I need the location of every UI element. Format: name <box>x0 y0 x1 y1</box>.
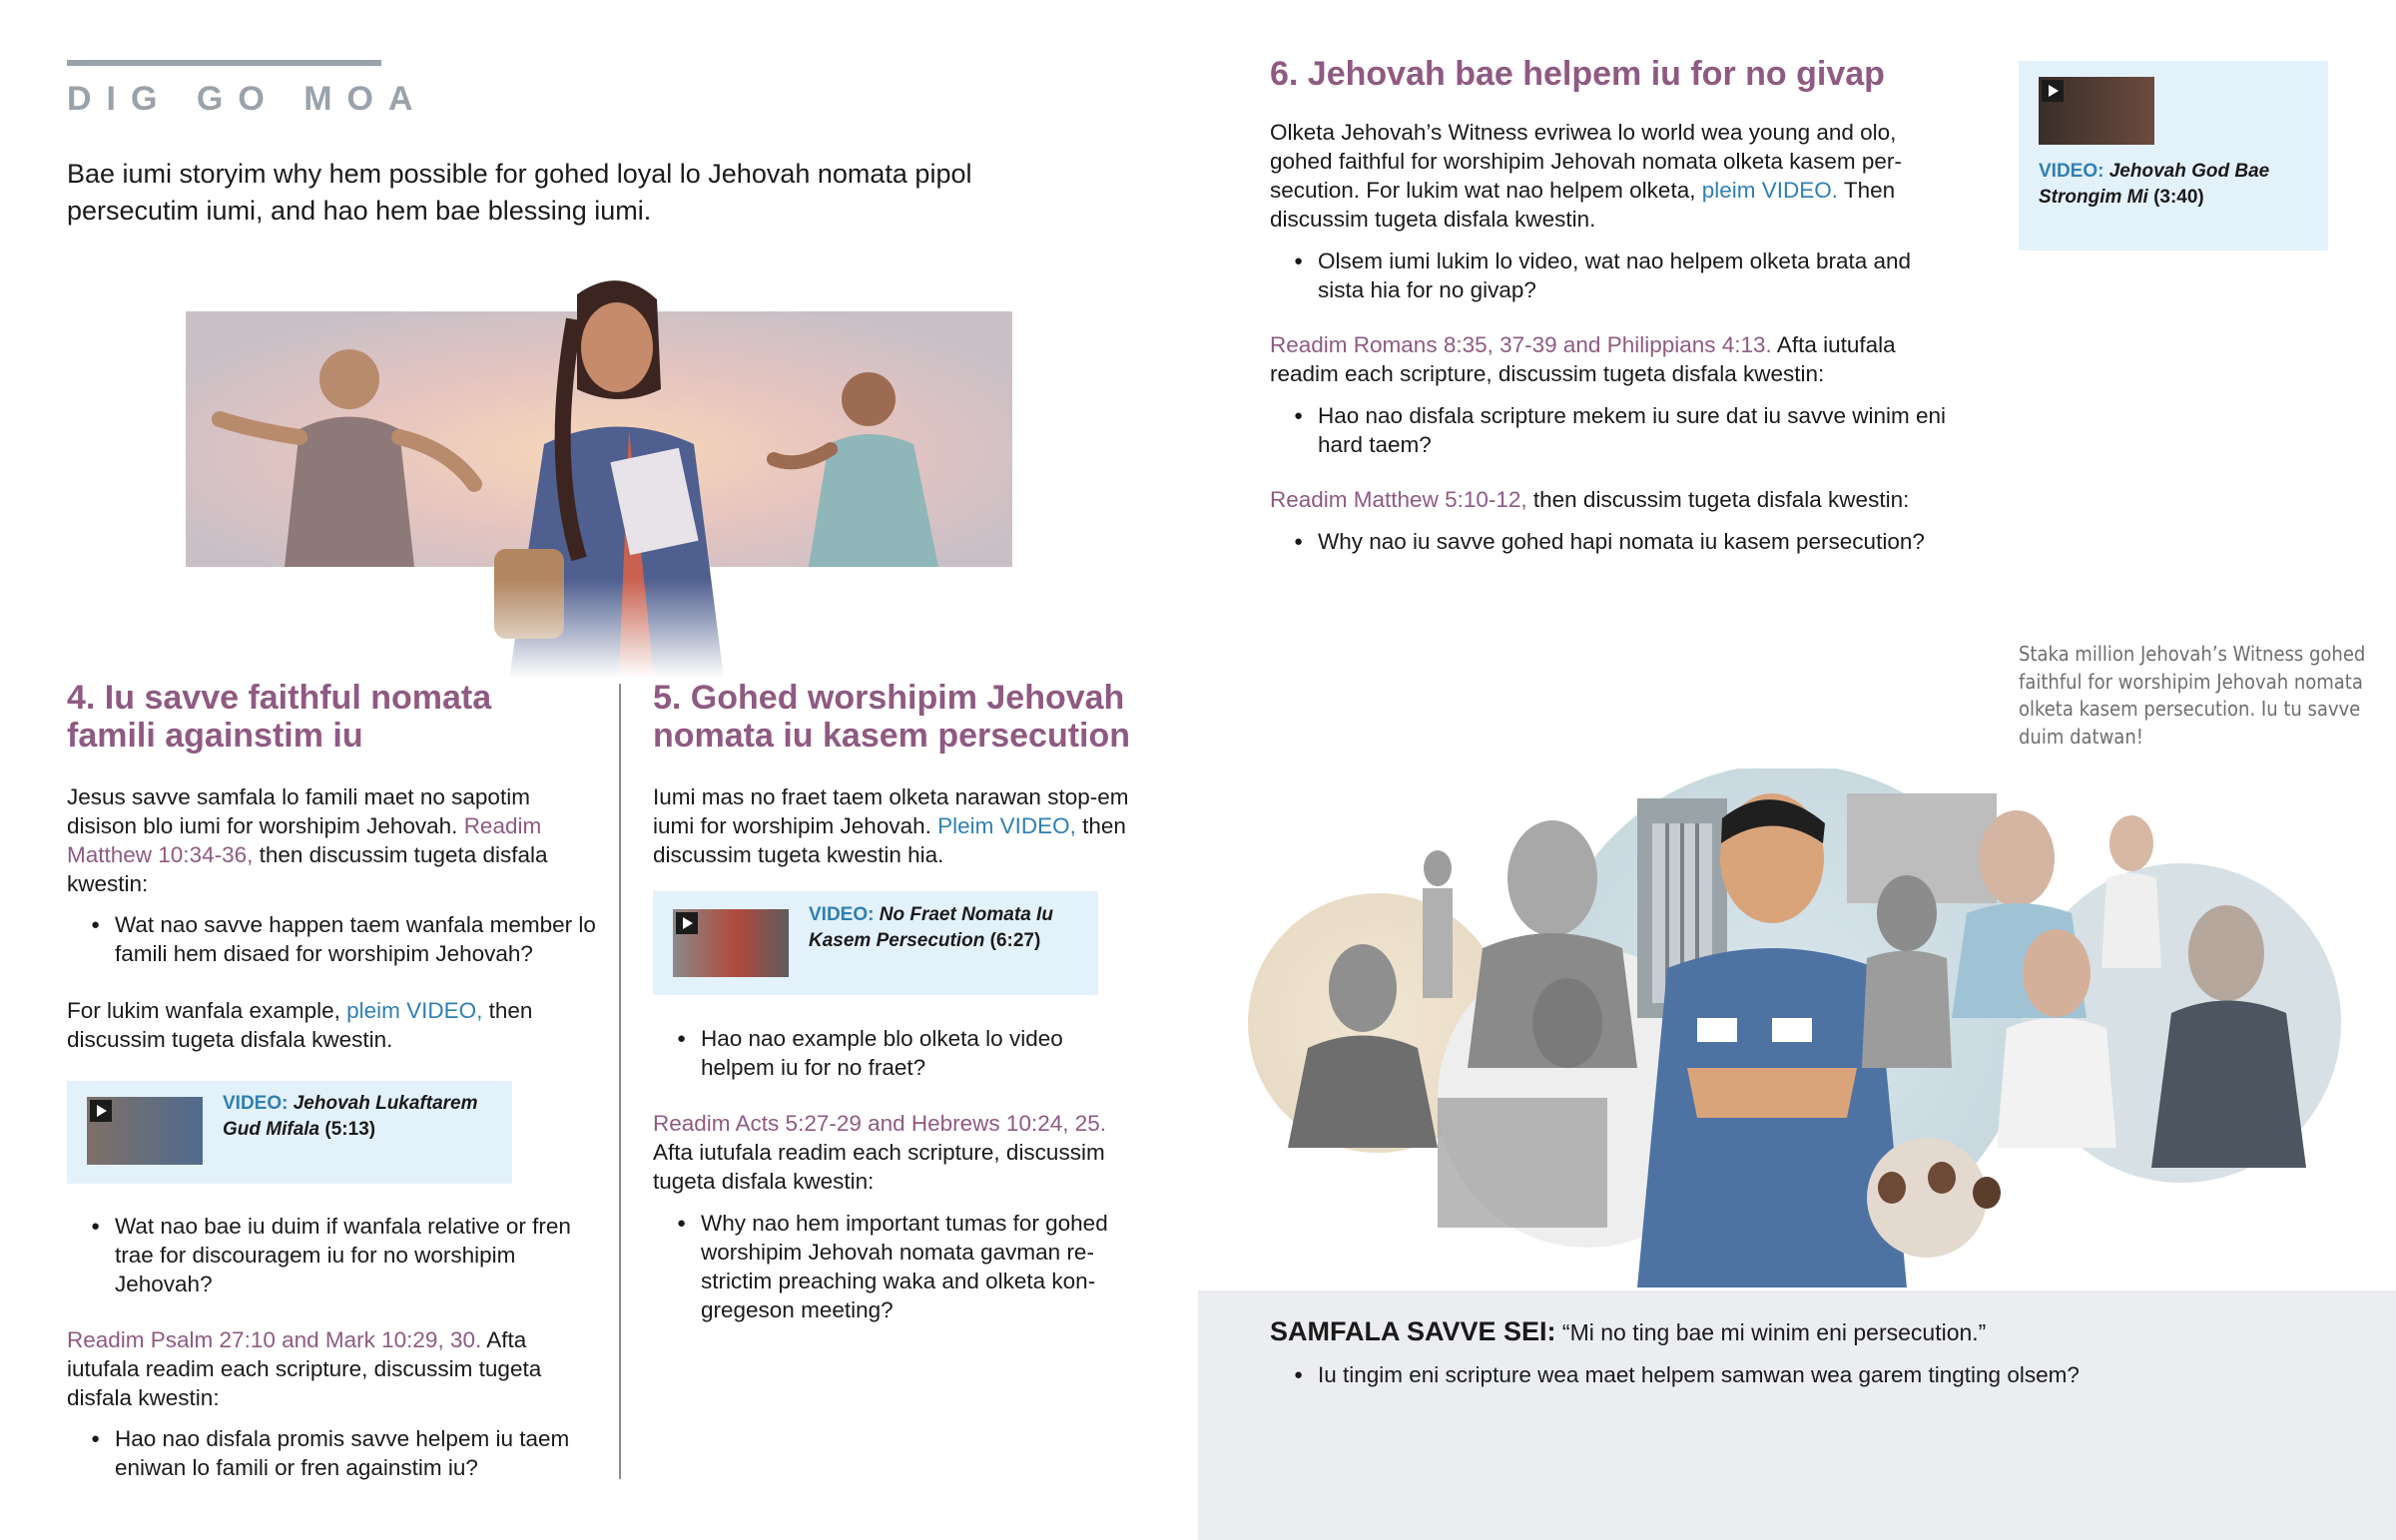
video-box-no-fraet[interactable] <box>653 891 1098 995</box>
video-caption[interactable] <box>809 902 1088 954</box>
section-6-bullet-3: ● Why nao iu savve gohed hapi nomata iu kasem persecution? <box>1270 527 1969 556</box>
section-6-p2-end: Afta iutufala readim each scripture, discussim tugeta disfala kwestin: <box>1270 332 1896 386</box>
section-6-scripture-link-2[interactable]: Readim Matthew 5:10-12, <box>1270 487 1527 512</box>
video-label: VIDEO: <box>809 904 875 925</box>
section-6-scripture-link-1[interactable]: Readim Romans 8:35, 37-39 and Philippians 4:13. <box>1270 332 1772 357</box>
section-5-heading: 5. Gohed worshipim Jehovah nomata iu kasem persecution <box>653 679 1131 755</box>
play-icon[interactable] <box>2042 80 2064 102</box>
section-6-paragraph-3 <box>1270 485 1969 514</box>
video-caption[interactable] <box>2039 159 2298 211</box>
hero-illustration <box>150 259 1018 679</box>
video-title: Jehovah Lukaftarem Gud Mifala <box>223 1093 478 1140</box>
video-thumbnail[interactable] <box>673 909 789 977</box>
section-4-p2-text: For lukim wanfala example, <box>67 998 347 1023</box>
section-4-bullet-1: ● Wat nao savve happen taem wanfala member lo famili hem disaed for worshipim Jehovah? <box>67 910 596 968</box>
section-6-heading: 6. Jehovah bae helpem iu for no givap <box>1270 55 1885 93</box>
faithful-witnesses-illustration <box>1228 769 2366 1287</box>
section-5-p1-end: then discussim tugeta kwestin hia. <box>653 813 1126 867</box>
section-4-paragraph-3 <box>67 1325 586 1412</box>
section-6-play-video-link[interactable]: pleim VIDEO. <box>1701 178 1839 203</box>
section-4-bullets-2 <box>67 1212 596 1298</box>
footer-quote: “Mi no ting bae mi winim eni persecution.” <box>1555 1319 1987 1345</box>
video-label: VIDEO: <box>223 1093 289 1114</box>
section-6-paragraph-1 <box>1270 118 1934 234</box>
section-5-p2-end: Afta iutufala readim each scripture, discussim tugeta disfala kwestin: <box>653 1140 1105 1194</box>
section-4-paragraph-2 <box>67 996 586 1054</box>
video-thumbnail[interactable] <box>87 1097 203 1165</box>
section-5-scripture-link[interactable]: Readim Acts 5:27-29 and Hebrews 10:24, 25. <box>653 1111 1107 1136</box>
footer-statement <box>1270 1316 2368 1347</box>
section-4-paragraph-1 <box>67 782 586 898</box>
section-4-bullet-3: ● Hao nao disfala promis savve helpem iu taem eniwan lo famili or fren againstim iu? <box>67 1424 596 1482</box>
section-6-bullet-2: ● Hao nao disfala scripture mekem iu sure dat iu savve winim eni hard taem? <box>1270 401 1949 459</box>
section-4-p1-text: Jesus savve samfala lo famili maet no sapotim disison blo iumi for worshipim Jehovah. <box>67 784 530 838</box>
section-4-bullets-1 <box>67 910 596 968</box>
section-5-bullet-1: ● Hao nao example blo olketa lo video helpem iu for no fraet? <box>653 1024 1142 1082</box>
section-6-bullets-2 <box>1270 401 1949 459</box>
video-title: No Fraet Nomata Iu Kasem Persecution <box>809 904 1053 951</box>
footer-bullets <box>1270 1360 2368 1389</box>
video-box-jehovah-god-bae[interactable] <box>2019 61 2328 251</box>
family-persecution-illustration <box>150 259 1018 679</box>
section-5-bullet-2: ● Why nao hem important tumas for gohed worshipim Jehovah nomata gavman re-strictim preaching waka and olketa kon-gregeson meeting? <box>653 1209 1142 1324</box>
video-box-jehovah-lukaftarem[interactable] <box>67 1081 512 1184</box>
video-thumbnail[interactable] <box>2039 77 2154 145</box>
section-4-bullet-2: ● Wat nao bae iu duim if wanfala relative or fren trae for discouragem iu for no worshipim Jehovah? <box>67 1212 596 1298</box>
section-6-p1-end: Then discussim tugeta disfala kwestin. <box>1270 178 1896 232</box>
section-5-bullets-2 <box>653 1209 1142 1324</box>
section-5-bullets-1 <box>653 1024 1142 1082</box>
page-title: DIG GO MOA <box>67 80 428 118</box>
section-6-bullets-3 <box>1270 527 1969 556</box>
column-divider <box>619 684 621 1479</box>
video-title: Jehovah God Bae Strongim Mi <box>2039 161 2270 208</box>
footer-panel <box>1198 1290 2396 1540</box>
illustration-caption: Staka million Jehovah’s Witness gohed faithful for worshipim Jehovah nomata olketa kasem persecution. Iu tu savve duim datwan! <box>2019 642 2366 749</box>
section-5-p1-text: Iumi mas no fraet taem olketa narawan stop-em iumi for worshipim Jehovah. <box>653 784 1129 838</box>
section-5-play-video-link[interactable]: Pleim VIDEO, <box>937 813 1076 838</box>
section-5-paragraph-2 <box>653 1109 1132 1196</box>
footer-lead: SAMFALA SAVVE SEI: <box>1270 1316 1556 1346</box>
video-caption[interactable] <box>223 1091 502 1143</box>
section-5-paragraph-1 <box>653 782 1132 869</box>
intro-text: Bae iumi storyim why hem possible for gohed loyal lo Jehovah nomata pipol persecutim iumi, and hao hem bae blessing iumi. <box>67 159 972 226</box>
witnesses-collage-illustration <box>1228 769 2366 1287</box>
section-6-bullets-1 <box>1270 247 1949 304</box>
section-6-p3-end: then discussim tugeta disfala kwestin: <box>1526 487 1910 512</box>
section-4-play-video-link[interactable]: pleim VIDEO, <box>346 998 483 1023</box>
section-6-bullet-1: ● Olsem iumi lukim lo video, wat nao helpem olketa brata and sista hia for no givap? <box>1270 247 1949 304</box>
footer-bullet: ● Iu tingim eni scripture wea maet helpem samwan wea garem tingting olsem? <box>1270 1360 2368 1389</box>
section-4-scripture-link-1[interactable]: Readim Matthew 10:34-36, <box>67 813 542 867</box>
section-4-heading: 4. Iu savve faithful nomata famili againstim iu <box>67 679 492 755</box>
header-rule <box>67 60 381 66</box>
video-duration: (3:40) <box>2153 187 2204 208</box>
video-label: VIDEO: <box>2039 161 2104 182</box>
section-4-p3-end: Afta iutufala readim each scripture, discussim tugeta disfala kwestin: <box>67 1327 542 1410</box>
video-duration: (6:27) <box>989 930 1041 951</box>
section-6-p1-text: Olketa Jehovah’s Witness evriwea lo world wea young and olo, gohed faithful for worshipim Jehovah nomata olketa kasem per-secution. For lukim wat nao helpem olketa, <box>1270 120 1902 203</box>
section-4-p2-end: then discussim tugeta disfala kwestin. <box>67 998 533 1052</box>
section-6-paragraph-2 <box>1270 330 1934 388</box>
section-4-bullets-3 <box>67 1424 596 1482</box>
video-duration: (5:13) <box>324 1119 376 1140</box>
section-4-scripture-link-2[interactable]: Readim Psalm 27:10 and Mark 10:29, 30. <box>67 1327 482 1352</box>
play-icon[interactable] <box>676 912 698 934</box>
section-4-p1-end: then discussim tugeta disfala kwestin: <box>67 842 548 896</box>
play-icon[interactable] <box>90 1100 112 1122</box>
